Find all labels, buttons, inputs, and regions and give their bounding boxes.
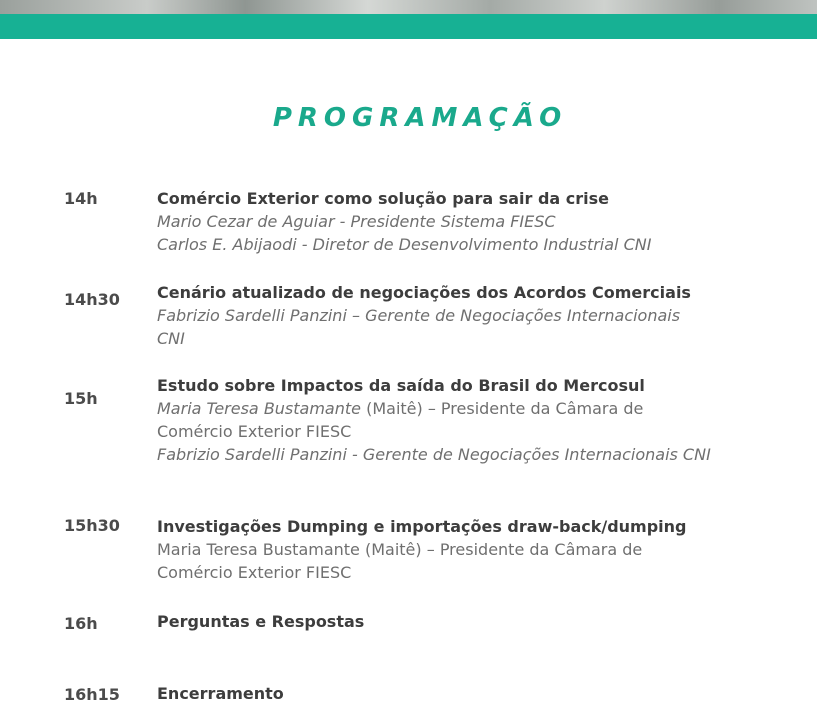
- session-title: Comércio Exterior como solução para sair da crise: [157, 189, 610, 208]
- session-title: Perguntas e Respostas: [157, 612, 365, 631]
- session-title: Encerramento: [157, 684, 284, 703]
- speaker-line: CNI: [157, 329, 185, 348]
- schedule-time-16h: 16h: [64, 614, 98, 633]
- schedule-time-16h15: 16h15: [64, 685, 120, 704]
- schedule-item-16h: [157, 610, 812, 633]
- schedule-item-14h30: [157, 281, 812, 350]
- speaker-line: Comércio Exterior FIESC: [157, 422, 352, 441]
- session-title: Cenário atualizado de negociações dos Acordos Comerciais: [157, 283, 691, 302]
- schedule-item-16h15: [157, 682, 812, 705]
- speaker-line: Fabrizio Sardelli Panzini – Gerente de Negociações Internacionais: [157, 306, 681, 325]
- speaker-role: (Maitê) – Presidente da Câmara de: [361, 399, 644, 418]
- speaker-name: Maria Teresa Bustamante: [157, 399, 361, 418]
- schedule-time-15h30: 15h30: [64, 516, 120, 535]
- page-title: PROGRAMAÇÃO: [272, 103, 568, 133]
- header-accent-band: [0, 14, 817, 39]
- speaker-line: Fabrizio Sardelli Panzini - Gerente de Negociações Internacionais CNI: [157, 445, 711, 464]
- schedule-time-15h: 15h: [64, 389, 98, 408]
- speaker-line: Mario Cezar de Aguiar - Presidente Sistema FIESC: [157, 212, 556, 231]
- header-photo-strip: [0, 0, 817, 14]
- speaker-line: Carlos E. Abijaodi - Diretor de Desenvolvimento Industrial CNI: [157, 235, 652, 254]
- schedule-time-14h30: 14h30: [64, 290, 120, 309]
- speaker-line: Maria Teresa Bustamante (Maitê) – Presidente da Câmara de: [157, 540, 643, 559]
- speaker-line: Comércio Exterior FIESC: [157, 563, 352, 582]
- schedule-item-15h30: [157, 515, 812, 584]
- speaker-line: [157, 397, 812, 420]
- schedule-time-14h: 14h: [64, 189, 98, 208]
- session-title: Estudo sobre Impactos da saída do Brasil do Mercosul: [157, 376, 645, 395]
- schedule-item-14h: [157, 187, 812, 256]
- session-title: Investigações Dumping e importações draw-back/dumping: [157, 517, 687, 536]
- schedule-item-15h: [157, 374, 812, 466]
